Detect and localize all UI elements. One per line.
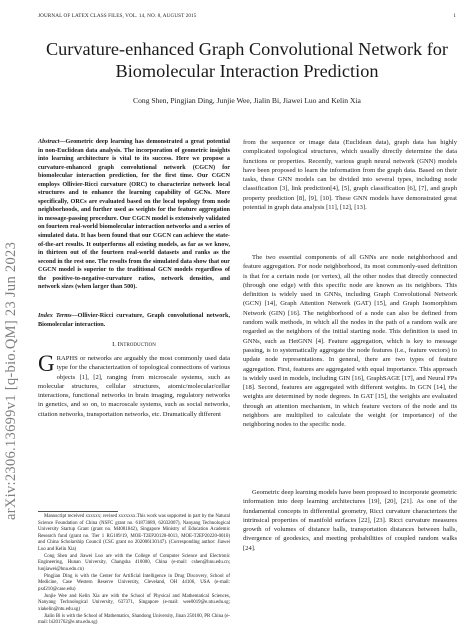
paper-title: Curvature-enhanced Graph Convolutional Network for Biomolecular Interaction Prediction <box>45 39 449 81</box>
paragraph-text: from the sequence or image data (Euclidean data), graph data has highly complicated topological structures, which usually directly determine the data functions or properties. Recently, various graph neural network (GNN) models have been proposed to learn the information from the graph data. Based on their tasks, these GNN models can be divided into several types, including node classification [3], link prediction[4], [5], graph classification [6], [7], and graph property prediction [8], [9], [10]. These GNN models have demonstrated great potential in graph data analysis [11], [12], [13]. <box>243 139 457 212</box>
footnotes <box>38 514 230 627</box>
paragraph-text: Geometric deep learning models have been proposed to incorporate geometric information into deep learning architectures [19], [20], [21]. As one of the fundamental concepts in differential geometry, Ricci curvature characterizes the intrinsical properties of manifold surfaces [22], [23]. Ricci curvature measures growth of volumes of distance balls, transportation distances between balls, divergence of geodesics, and meeting probabilities of coupled random walks [24]. <box>243 489 457 552</box>
index-terms-text: —Ollivier-Ricci curvature, Graph convolutional network, Biomolecular interaction. <box>38 312 230 328</box>
running-head: JOURNAL OF LATEX CLASS FILES, VOL. 14, NO. 8, AUGUST 2015 <box>38 13 197 19</box>
arxiv-stamp: arXiv:2306.13699v1 [q-bio.QM] 23 Jun 2023 <box>3 241 19 520</box>
paragraph-text: The two essential components of all GNNs are node neighborhood and feature aggregation. For node neighborhood, its most commonly-used definition is that for a certain node (or vertex), all the other nodes that directly connected (through one edge) with this specific node are known as its neighbors. This definition is widely used in GNNs, including Graph Convolutional Network (GCN) [14], Graph Attention Network (GAT) [15], and Graph Isomorphism Network (GIN) [16]. The neighborhood of a node can also be defined from random walk methods, in which all the nodes in the path of a random walk are regarded as the neighbors of the initial starting node. This definition is used in GNNs, such as HetGNN [4]. Feature aggregation, which is key to message passing, is to systematically aggregate the node features (i.e., feature vectors) to update node representations. In general, there are two types of feature aggregation. First, features are aggregated with equal importance. This approach is widely used in models, including GIN [16], GraphSAGE [17], and Neural FPs [18]. Second, features are aggregated with different weights. In GCN [14], the weights are determined by node degrees. In GAT [15], the weights are evaluated through an attention mechanism, in which feature vectors of the node and its neighbors are multiplied to calculate the weight (or importance) of the neighboring nodes to the specific node. <box>243 254 457 429</box>
body-paragraph <box>243 138 457 212</box>
abstract-lead: Abstract <box>38 138 60 145</box>
abstract-text: —Geometric deep learning has demonstrated a great potential in non-Euclidean data analysis. The incorporation of geometric insights into learning architecture is vital to its success. Here we propose a curvature-enhanced graph convolutional network (CGCN) for biomolecular interaction prediction, for the first time. Our CGCN employs Ollivier-Ricci curvature (ORC) to characterize network local structures and to enhance the learning capability of GCNs. More specifically, ORCs are evaluated based on the local topology from node neighborhoods, and further used as weights for the feature aggregation in message-passing procedure. Our CGCN model is extensively validated on fourteen real-world biomolecular interaction networks and a series of simulated data. It has been found that our CGCN can achieve the state-of-the-art results. It outperforms all existing models, as far as we know, in thirteen out of the fourteen real-world datasets and ranks as the second in the rest one. The results from the simulated data show that our CGCN model is superior to the traditional GCN models regardless of the positive-to-negative-curvature ratios, network densities, and network sizes (when larger than 500). <box>38 138 230 291</box>
footnote: Junjie Wee and Kelin Xia are with the School of Physical and Mathematical Sciences, Nanyang Technological University, 637371, Singapore (e-mail: wee0019@e.ntu.edu.sg; xiakelin@ntu.edu.sg) <box>38 593 230 612</box>
intro-text: RAPHS or networks are arguably the most commonly used data type for the characterization of topological connections of various objects [1], [2], ranging from microscale systems, such as molecular structures, cellular structures, atomic/molecular/cellar interactions, functional networks in brain imaging, regulatory networks in genetics, and so on, to macroscale systems, such as social networks, citation networks, transportation networks, etc. Dramatically different <box>38 355 230 418</box>
body-paragraph <box>243 253 457 430</box>
footnote: Cong Shen and Jiawei Luo are with the College of Computer Science and Electronic Engineering, Hunan University, Changsha 410000, China (e-mail: cshen@hnu.edu.cn; luojiawei@hnu.edu.cn) <box>38 553 230 572</box>
body-paragraph <box>243 488 457 553</box>
footnote: Pingjian Ding is with the Center for Artificial Intelligence in Drug Discovery, School of Medicine, Case Western Reserve University, Cleveland, OH 44106, USA (e-mail: pxd210@case.edu) <box>38 573 230 592</box>
intro-paragraph <box>38 351 230 419</box>
index-terms <box>38 312 230 329</box>
abstract <box>38 138 230 292</box>
footnote: Jialin Bi is with the School of Mathematics, Shandong University, Jinan 250100, PR China (e-mail: bi201762@e.ntu.edu.sg) <box>38 613 230 626</box>
page-number: 1 <box>453 13 456 19</box>
section-heading: I. Introduction <box>112 341 156 348</box>
author-list: Cong Shen, Pingjian Ding, Junjie Wee, Jialin Bi, Jiawei Luo and Kelin Xia <box>133 96 361 105</box>
index-terms-lead: Index Terms <box>38 312 72 319</box>
footnote: Manuscript received xxxxxx; revised xxxxxxx.This work was supported in part by the Natural Science Foundation of China (NSFC grant no. 61873089, 62032007), Nanyang Technological University Startup Grant (grant no. M4081842), Singapore Ministry of Education Academic Research fund (grant no. Tier 1 RG109/19, MOE-T2EP20120-0013, MOE-T2EP20220-0010) and China Scholarship Council (CSC grant no 202006130147). (Corresponding author: Jiawei Luo and Kelin Xia) <box>38 514 230 552</box>
footnote-rule <box>38 511 118 512</box>
dropcap: G <box>38 351 55 376</box>
